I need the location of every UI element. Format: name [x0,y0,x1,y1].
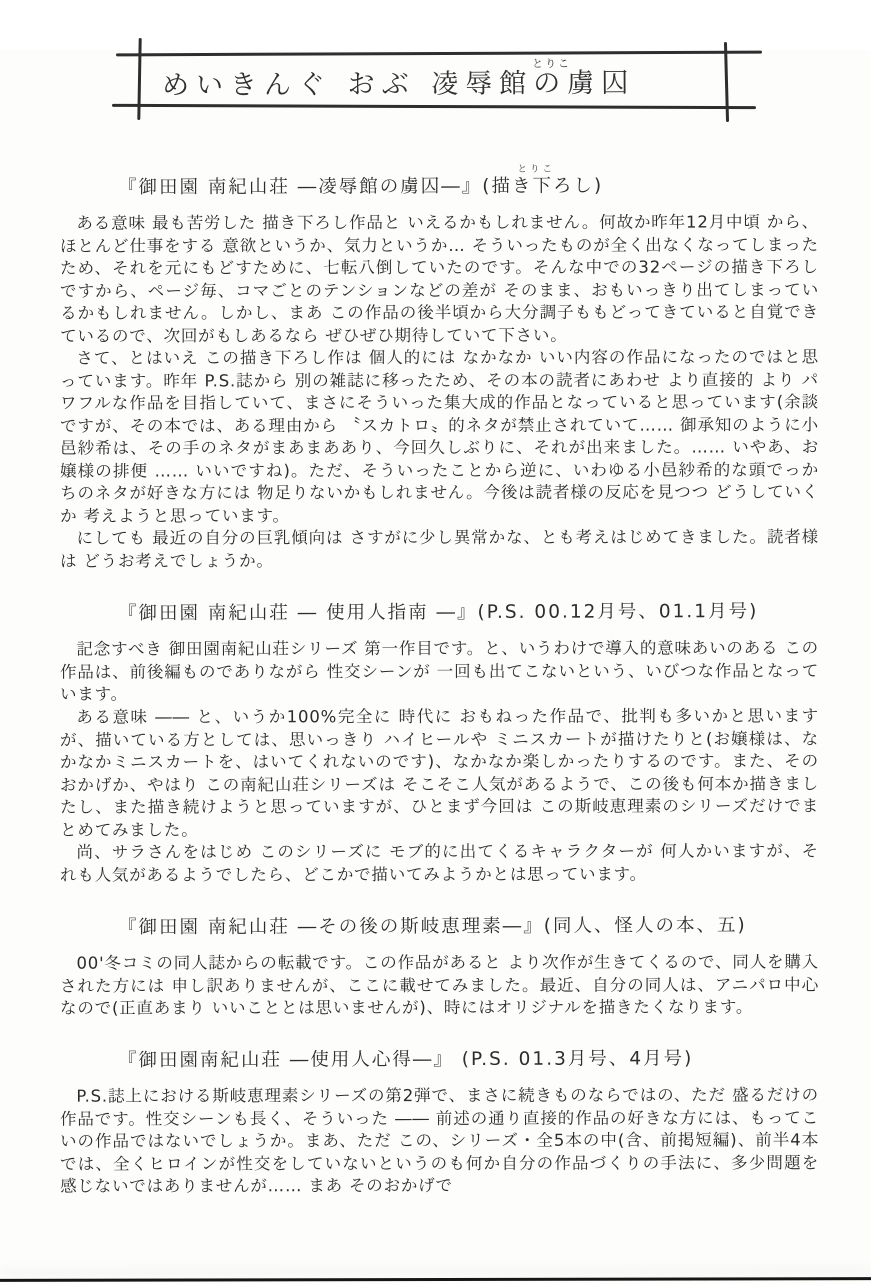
section-heading-3-text: 『御田園 南紀山荘 ―その後の斯岐恵理素―』(同人、怪人の本、五) [117,914,747,938]
box-top-line [116,51,762,57]
paragraph: ある意味 最も苦労した 描き下ろし作品と いえるかもしれません。何故か昨年12月中頃 から、ほとんど仕事をする 意欲というか、気力というか… そういったものが全く出なくなってしまったため、それを元にもどすために、七転八倒していたのです。そんな中での32ページの描き下ろしですから、ページ毎、コマごとのテンションなどの差が そのまま、おもいっきり出てしまっているかもしれません。しかし、まあ この作品の後半頃から大分調子ももどってきていると自覚できているので、次回がもしあるなら ぜひぜひ期待していて下さい。 [59,212,820,346]
box-bottom-line [112,104,756,109]
section-heading-2-text: 『御田園 南紀山荘 ― 使用人指南 ―』(P.S. 00.12月号、01.1月号) [117,600,759,625]
furigana-label: とりこ [517,163,556,175]
paragraph: P.S.誌上における斯岐恵理素シリーズの第2弾で、まさに続きものならではの、ただ 盛るだけの作品です。性交シーンも長く、そういった ―― 前述の通り直接的作品の好きな方には、もってこいの作品ではないでしょうか。まあ、ただ この、シリーズ・全5本の中(含、前掲短編)、前半4本では、全くヒロインが性交をしていないというのも何か自分の作品づくりの手法に、多少問題を感じないではありませんが…… まあ そのおかげで [59,1085,820,1196]
box-right-line [724,42,729,122]
section-heading-1 [117,163,819,199]
page-title-text: めいきんぐ おぶ 凌辱館の虜囚 [161,67,636,102]
title-box [122,50,750,108]
paragraph: 記念すべき 御田園南紀山荘シリーズ 第一作目です。と、いうわけで導入的意味あいのある この作品は、前後編ものでありながら 性交シーンが 一回も出てこないという、いびつな作品となっています。 [59,638,820,704]
section-heading-2 [118,597,819,625]
paragraph: 尚、サラさんをはじめ このシリーズに モブ的に出てくるキャラクターが 何人かいますが、それも人気があるようでしたら、どこかで描いてみようかとは思っています。 [60,840,819,884]
section-heading-4-text: 『御田園南紀山荘 ―使用人心得―』 (P.S. 01.3月号、4月号) [117,1048,694,1072]
paragraph: 00'冬コミの同人誌からの転載です。この作品があると より次作が生きてくるので、同人を購入された方には 申し訳ありませんが、ここに載せてみました。最近、自分の同人は、アニパロ中心なので(正直あまり いいこととは思いませんが)、時にはオリジナルを描きたくなります。 [59,951,820,1018]
section-heading-3 [118,910,819,938]
paragraph: にしても 最近の自分の巨乳傾向は さすがに少し異常かな、とも考えはじめてきました。読者様は どうお考えでしょうか。 [60,527,819,571]
afterword-content [0,163,871,1198]
scan-edge-line [0,1277,871,1282]
section-heading-1-text: 『御田園 南紀山荘 ―凌辱館の虜囚―』(描き下ろし) [117,175,604,199]
paragraph: ある意味 ―― と、いうか100%完全に 時代に おもねった作品で、批判も多いかと思いますが、描いている方としては、思いっきり ハイヒールや ミニスカートが描けたりと(お嬢様は、なかなかミニスカートを、はいてくれないのです)、なかなか楽しかったりするのです。また、そのおかげか、やはり この南紀山荘シリーズは そこそこ人気があるようで、この後も何本か描きましたし、また描き続けようと思っていますが、ひとまず今回は この斯岐恵理素のシリーズだけでまとめてみました。 [59,705,820,839]
scanned-page [0,50,871,1284]
furigana-label: とりこ [532,57,572,71]
paragraph: さて、とはいえ この描き下ろし作は 個人的には なかなか いい内容の作品になったのではと思っています。昨年 P.S.誌から 別の雑誌に移ったため、その本の読者にあわせ より直接的 より パワフルな作品を目指していて、まさにそういった集大成的作品となっていると思っています(余談ですが、その本では、ある理由から 〝スカトロ〟的ネタが禁止されていて…… 御承知のように小邑紗希は、その手のネタがまあまああり、今回久しぶりに、それが出来ました。…… いやあ、お嬢様の排便 …… いいですね)。ただ、そういったことから逆に、いわゆる小邑紗希的な頭でっかちのネタが好きな方には 物足りないかもしれません。今後は読者様の反応を見つつ どうしていくか 考えようと思っています。 [59,347,820,526]
box-left-line [137,38,141,120]
section-heading-4 [118,1044,819,1072]
page-title [161,57,636,102]
